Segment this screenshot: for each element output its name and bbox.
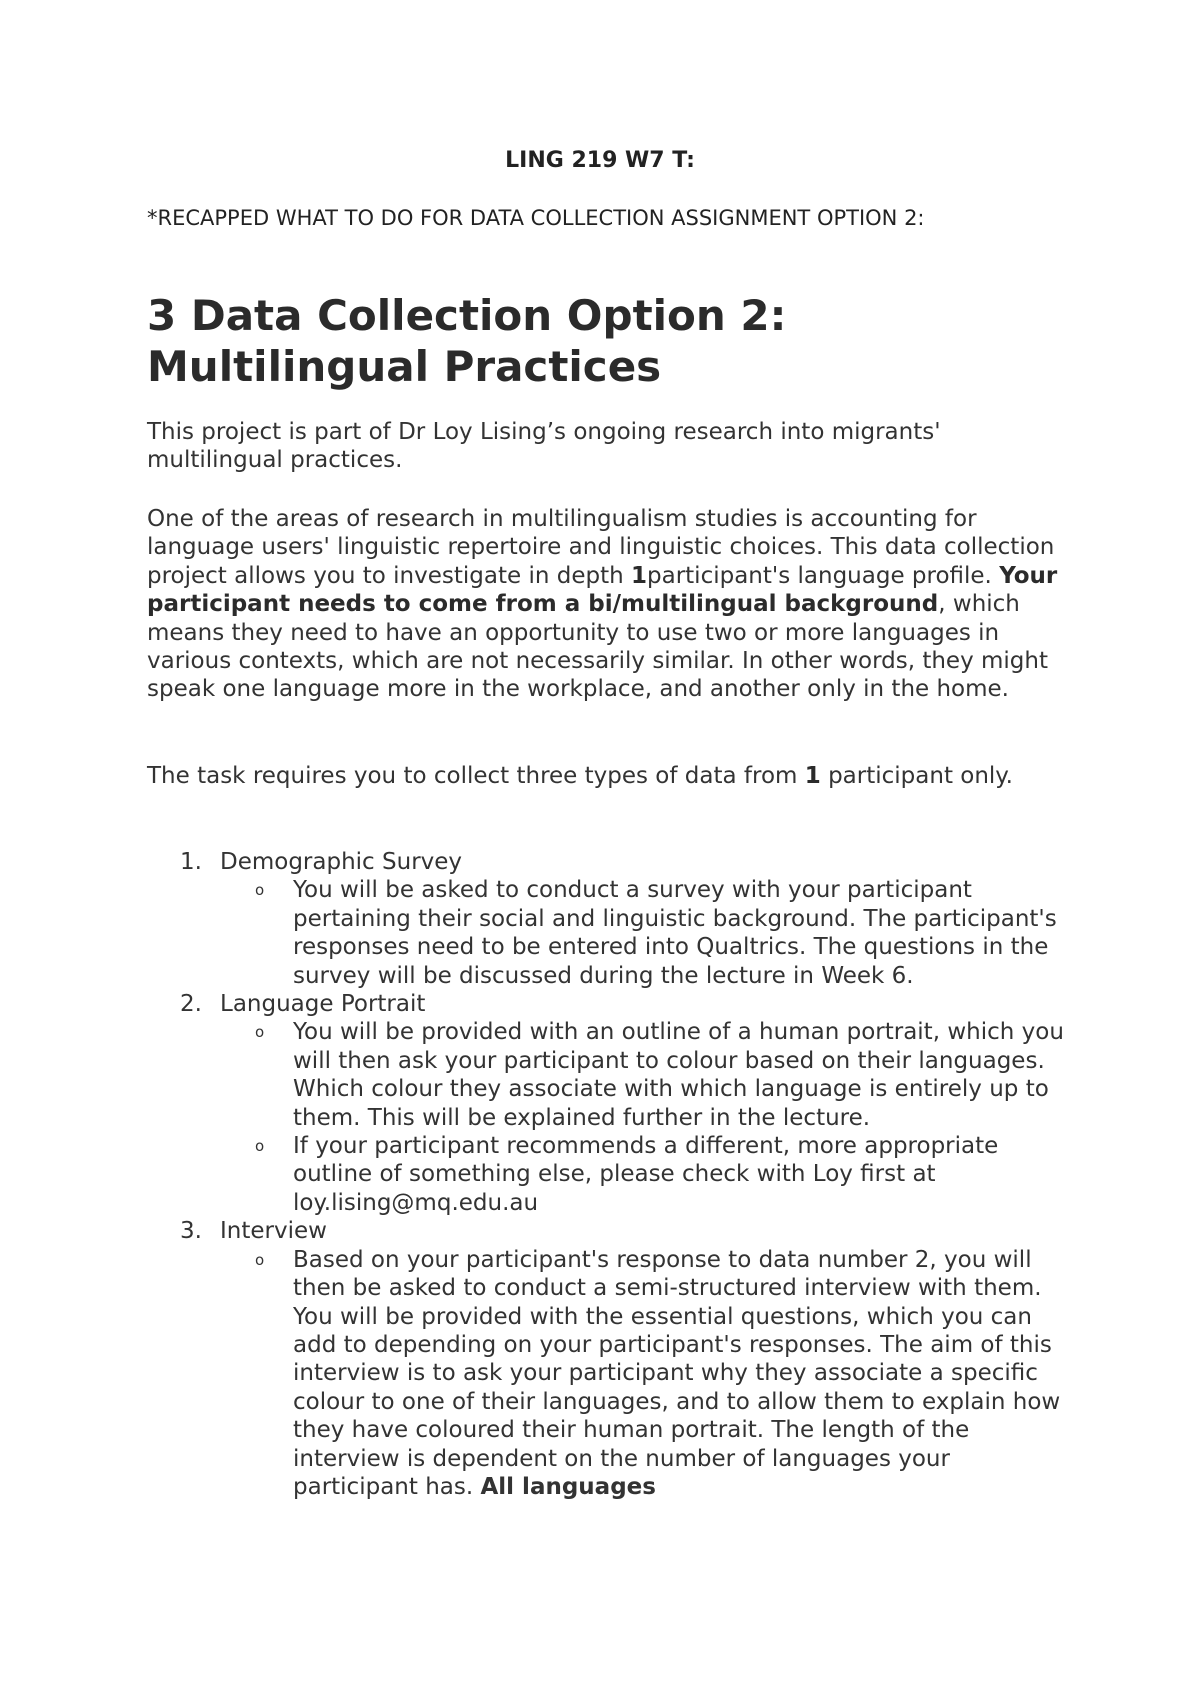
list-item	[147, 1217, 1067, 1245]
sub-list-item	[147, 1132, 1067, 1217]
task-number: 1	[804, 763, 821, 789]
list-item-label: Language Portrait	[220, 991, 426, 1018]
bullet-icon: o	[255, 1023, 265, 1042]
description-text-a: One of the areas of research in multilingualism studies is accounting for language users' linguistic repertoire and linguistic choices. This data collection project allows you to investigate in depth	[147, 506, 1055, 589]
description-number: 1	[631, 562, 648, 589]
list-item	[147, 990, 1067, 1018]
bullet-icon: o	[255, 881, 265, 900]
list-item-label: Demographic Survey	[220, 849, 463, 875]
task-text-c: participant only.	[820, 763, 1013, 789]
interview-bold-text: All languages	[480, 1473, 656, 1500]
sub-item-text: You will be asked to conduct a survey with your participant pertaining their social and linguistic background. The participant's responses need to be entered into Qualtrics. The questions in the survey will be discussed during the lecture in Week 6.	[293, 877, 1057, 989]
sub-list-item	[147, 1246, 1067, 1502]
description-text-c: participant's language profile.	[647, 562, 1000, 589]
sub-item-text	[293, 1246, 1067, 1502]
sub-item-text: If your participant recommends a different, more appropriate outline of something else, please check with Loy first at loy.lising@mq.edu.au	[293, 1133, 999, 1216]
task-paragraph	[147, 762, 1067, 790]
list-item-label: Interview	[220, 1218, 327, 1245]
data-types-list	[147, 848, 1067, 1501]
recap-line: *RECAPPED WHAT TO DO FOR DATA COLLECTION ASSIGNMENT OPTION 2:	[147, 206, 925, 230]
sub-list-item	[147, 876, 1067, 990]
list-item-number: 3.	[180, 1218, 202, 1245]
list-item-number: 1.	[180, 849, 202, 875]
intro-paragraph: This project is part of Dr Loy Lising’s ongoing research into migrants' multilingual practices.	[147, 419, 941, 474]
document-title: LING 219 W7 T:	[505, 148, 695, 173]
section-heading-line-1: 3 Data Collection Option 2:	[147, 291, 787, 340]
participant-requirement: Your participant needs to come from a bi/multilingual background	[147, 562, 1058, 618]
description-paragraph	[147, 505, 1067, 704]
section-heading	[147, 290, 786, 392]
interview-text: Based on your participant's response to data number 2, you will then be asked to conduct a semi-structured interview with them. You will be provided with the essential questions, which you can add to depending on your participant's responses. The aim of this interview is to ask your participant why they associate a specific colour to one of their languages, and to allow them to explain how they have coloured their human portrait. The length of the interview is dependent on the number of languages your participant has.	[293, 1246, 1061, 1500]
bullet-icon: o	[255, 1250, 265, 1269]
sub-list-item	[147, 1018, 1067, 1132]
description-text-e: , which means they need to have an opportunity to use two or more languages in various contexts, which are not necessarily similar. In other words, they might speak one language more in the workplace, and another only in the home.	[147, 591, 1048, 703]
list-item-number: 2.	[180, 991, 202, 1018]
list-item	[147, 848, 1067, 876]
task-text-a: The task requires you to collect three types of data from	[147, 763, 805, 789]
bullet-icon: o	[255, 1137, 265, 1156]
section-heading-line-2: Multilingual Practices	[147, 342, 662, 391]
sub-item-text: You will be provided with an outline of a human portrait, which you will then ask your participant to colour based on their languages. Which colour they associate with which language is entirely up to them. This will be explained further in the lecture.	[293, 1019, 1064, 1131]
